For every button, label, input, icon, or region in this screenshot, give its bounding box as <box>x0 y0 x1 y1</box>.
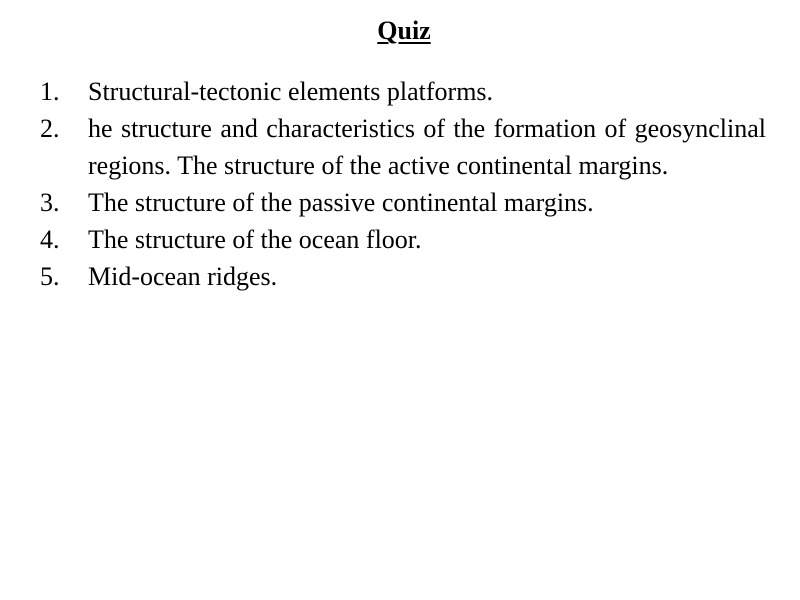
item-number: 4. <box>40 225 60 254</box>
quiz-item-1 <box>40 73 766 110</box>
quiz-item-2 <box>40 110 766 184</box>
item-text: The structure of the ocean floor. <box>88 225 422 254</box>
item-number: 3. <box>40 188 60 217</box>
page-title: Quiz <box>377 16 431 45</box>
item-number: 1. <box>40 77 60 106</box>
item-text: he structure and characteristics of the formation of geosynclinal regions. The structure of the active continental margins. <box>88 114 766 180</box>
quiz-item-5 <box>40 258 766 295</box>
item-number: 5. <box>40 262 60 291</box>
quiz-item-3 <box>40 184 766 221</box>
item-number: 2. <box>40 114 60 143</box>
item-text: The structure of the passive continental margins. <box>88 188 594 217</box>
quiz-item-4 <box>40 221 766 258</box>
quiz-question-list <box>40 73 766 295</box>
item-text: Structural-tectonic elements platforms. <box>88 77 494 106</box>
item-text: Mid-ocean ridges. <box>88 262 278 291</box>
